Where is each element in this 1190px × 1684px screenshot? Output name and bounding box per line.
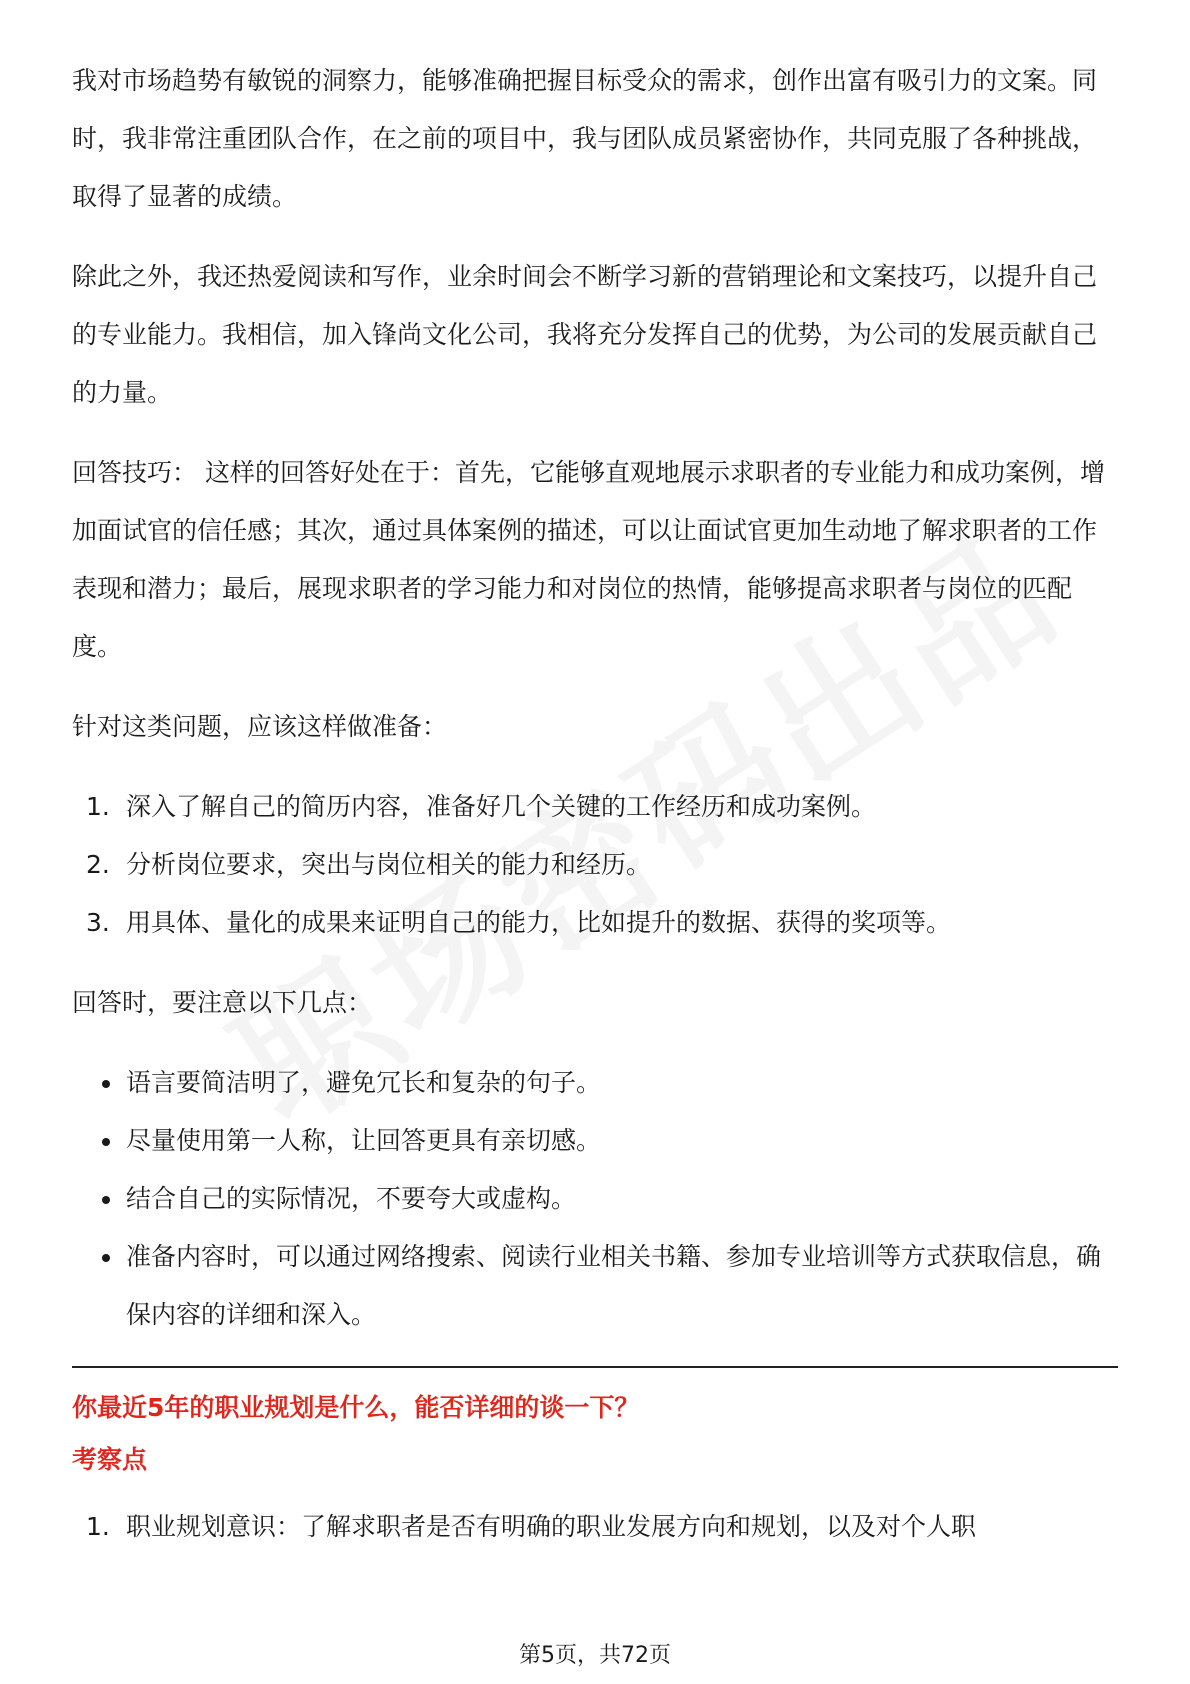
list-item-text: 准备内容时，可以通过网络搜索、阅读行业相关书籍、参加专业培训等方式获取信息，确保内容的详细和深入。 xyxy=(126,1242,1102,1329)
list-item xyxy=(72,1112,1118,1170)
list-item xyxy=(72,778,1118,836)
list-number: 1. xyxy=(86,1512,110,1541)
list-item-text: 结合自己的实际情况，不要夸大或虚构。 xyxy=(126,1184,577,1213)
list-item-text: 尽量使用第一人称，让回答更具有亲切感。 xyxy=(126,1126,602,1155)
list-item xyxy=(72,836,1118,894)
list-item xyxy=(72,1054,1118,1112)
bullet-icon xyxy=(102,1196,110,1204)
paragraph-prep-intro: 针对这类问题，应该这样做准备： xyxy=(72,712,448,741)
list-item-text: 深入了解自己的简历内容，准备好几个关键的工作经历和成功案例。 xyxy=(126,792,877,821)
list-number: 2. xyxy=(86,850,110,879)
list-item-text: 职业规划意识：了解求职者是否有明确的职业发展方向和规划，以及对个人职 xyxy=(126,1512,977,1541)
question-heading: 你最近5年的职业规划是什么，能否详细的谈一下？ xyxy=(72,1393,640,1422)
paragraph-notes-intro: 回答时，要注意以下几点： xyxy=(72,988,373,1017)
list-item-text: 用具体、量化的成果来证明自己的能力，比如提升的数据、获得的奖项等。 xyxy=(126,908,952,937)
list-item xyxy=(72,1498,1118,1556)
list-item-text: 语言要简洁明了，避免冗长和复杂的句子。 xyxy=(126,1068,602,1097)
list-number: 3. xyxy=(86,908,110,937)
bullet-icon xyxy=(102,1138,110,1146)
list-item xyxy=(72,1228,1118,1344)
section-label: 考察点 xyxy=(72,1445,148,1474)
bullet-icon xyxy=(102,1080,110,1088)
document-page xyxy=(72,52,1118,1556)
paragraph-answer-tips: 回答技巧： 这样的回答好处在于：首先，它能够直观地展示求职者的专业能力和成功案例，增加面试官的信任感；其次，通过具体案例的描述，可以让面试官更加生动地了解求职者的工作表现和潜力；最后，展现求职者的学习能力和对岗位的热情，能够提高求职者与岗位的匹配度。 xyxy=(72,458,1105,661)
bullet-icon xyxy=(102,1254,110,1262)
paragraph-hobbies: 除此之外，我还热爱阅读和写作，业余时间会不断学习新的营销理论和文案技巧，以提升自己的专业能力。我相信，加入锋尚文化公司，我将充分发挥自己的优势，为公司的发展贡献自己的力量。 xyxy=(72,262,1098,407)
assessment-list xyxy=(72,1498,1118,1556)
list-number: 1. xyxy=(86,792,110,821)
section-divider xyxy=(72,1366,1118,1368)
list-item-text: 分析岗位要求，突出与岗位相关的能力和经历。 xyxy=(126,850,652,879)
list-item xyxy=(72,1170,1118,1228)
prep-list xyxy=(72,778,1118,952)
page-footer: 第5页，共72页 xyxy=(519,1643,671,1668)
notes-list xyxy=(72,1054,1118,1344)
list-item xyxy=(72,894,1118,952)
paragraph-strengths: 我对市场趋势有敏锐的洞察力，能够准确把握目标受众的需求，创作出富有吸引力的文案。同时，我非常注重团队合作，在之前的项目中，我与团队成员紧密协作，共同克服了各种挑战，取得了显著的成绩。 xyxy=(72,66,1098,211)
